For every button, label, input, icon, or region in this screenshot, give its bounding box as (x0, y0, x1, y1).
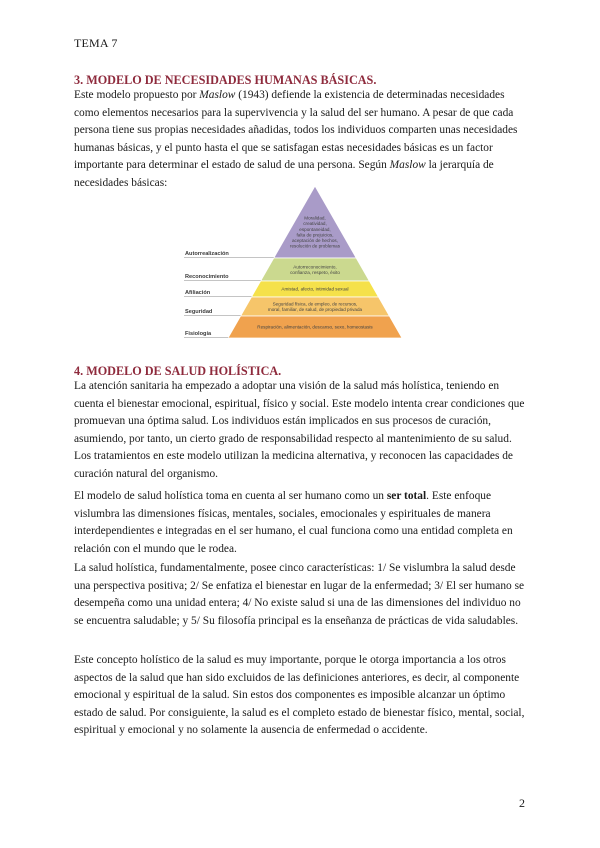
pyramid-level-text: falta de prejuicios, (296, 232, 334, 238)
document-header: TEMA 7 (74, 36, 118, 50)
author-name: Maslow (389, 159, 426, 172)
pyramid-level-text: Respiración, alimentación, descanso, sexo, homeostasis (257, 324, 373, 330)
pyramid-level-text: Seguridad física, de empleo, de recursos, (272, 301, 358, 307)
pyramid-level-label: Afiliación (185, 290, 211, 296)
pyramid-level-label: Autorrealización (185, 251, 229, 257)
section-3-title: 3. MODELO DE NECESIDADES HUMANAS BÁSICAS. (74, 73, 377, 87)
pyramid-level-label: Reconocimiento (185, 274, 229, 280)
pyramid-level-text: espontaneidad, (299, 226, 331, 232)
pyramid-level-text: Moralidad, (304, 215, 326, 221)
pyramid-level-text: Autorreconocimiento, (293, 264, 337, 270)
pyramid-level-text: Amistad, afecto, intimidad sexual (281, 286, 349, 292)
bold-term: ser total (386, 490, 427, 502)
maslow-pyramid-diagram (184, 183, 406, 345)
pyramid-level-text: aceptación de hechos, (292, 238, 338, 243)
section-4-title: 4. MODELO DE SALUD HOLÍSTICA. (74, 364, 282, 378)
author-name: Maslow (199, 89, 236, 101)
section-4-paragraph-2: El modelo de salud holística toma en cuenta al ser humano como un ser total. Este enfoque vislumbra las dimensiones físicas, mentales, sociales, emocionales y espirituales de manera interdependientes e integradas en el ser humano, el cual funciona como una entidad completa en relación con el mundo que le rodea. (74, 490, 513, 555)
section-4-paragraph-1: La atención sanitaria ha empezado a adoptar una visión de la salud más holística, teniendo en cuenta el bienestar emocional, espiritual, físico y social. Este modelo intenta crear condiciones que promuevan una óptima salud. Los individuos están implicados en sus procesos de curación, asumiendo, por tanto, un cierto grado de responsabilidad respecto al mantenimiento de su salud. Los tratamientos en este modelo utilizan la medicina alternativa, y reconocen las capacidades de curación natural del organismo. (74, 380, 525, 480)
pyramid-level-text: resolución de problemas (289, 243, 341, 249)
pyramid-level-text: confianza, respeto, éxito (290, 269, 340, 275)
pyramid-level-label: Seguridad (185, 309, 213, 315)
pyramid-level-text: moral, familiar, de salud, de propiedad privada (267, 306, 363, 312)
section-4-paragraph-3: La salud holística, fundamentalmente, posee cinco características: 1/ Se vislumbra la salud desde una perspectiva positiva; 2/ Se enfatiza el bienestar en lugar de la enfermedad; 3/ El ser humano se desempeña como una unidad entera; 4/ No existe salud si una de las dimensiones del individuo no se encuentra saludable; y 5/ Su filosofía principal es la enseñanza de prácticas de vida saludables. (74, 562, 525, 627)
pyramid-level-label: Fisiología (185, 331, 212, 337)
section-3-paragraph: Este modelo propuesto por Maslow (1943) defiende la existencia de determinadas necesidades como elementos necesarios para la supervivencia y la salud del ser humano. A pesar de que cada persona tiene sus propias necesidades añadidas, todos los individuos comparten unas necesidades humanas básicas, y el punto hasta el que se satisfagan estas necesidades básicas es un factor importante para determinar el estado de salud de una persona. Según Maslow la jerarquía de necesidades básicas: (74, 89, 518, 189)
section-4-paragraph-4: Este concepto holístico de la salud es muy importante, porque le otorga importancia a los otros aspectos de la salud que han sido excluidos de las definiciones anteriores, es decir, al componente emocional y espiritual de la salud. Sin estos dos componentes es imposible alcanzar un óptimo estado de salud. Por consiguiente, la salud es el completo estado de bienestar físico, mental, social, espiritual y emocional y no solamente la ausencia de enfermedad o accidente. (74, 654, 525, 737)
page-number: 2 (519, 796, 525, 810)
pyramid-level-text: creatividad, (303, 221, 327, 227)
